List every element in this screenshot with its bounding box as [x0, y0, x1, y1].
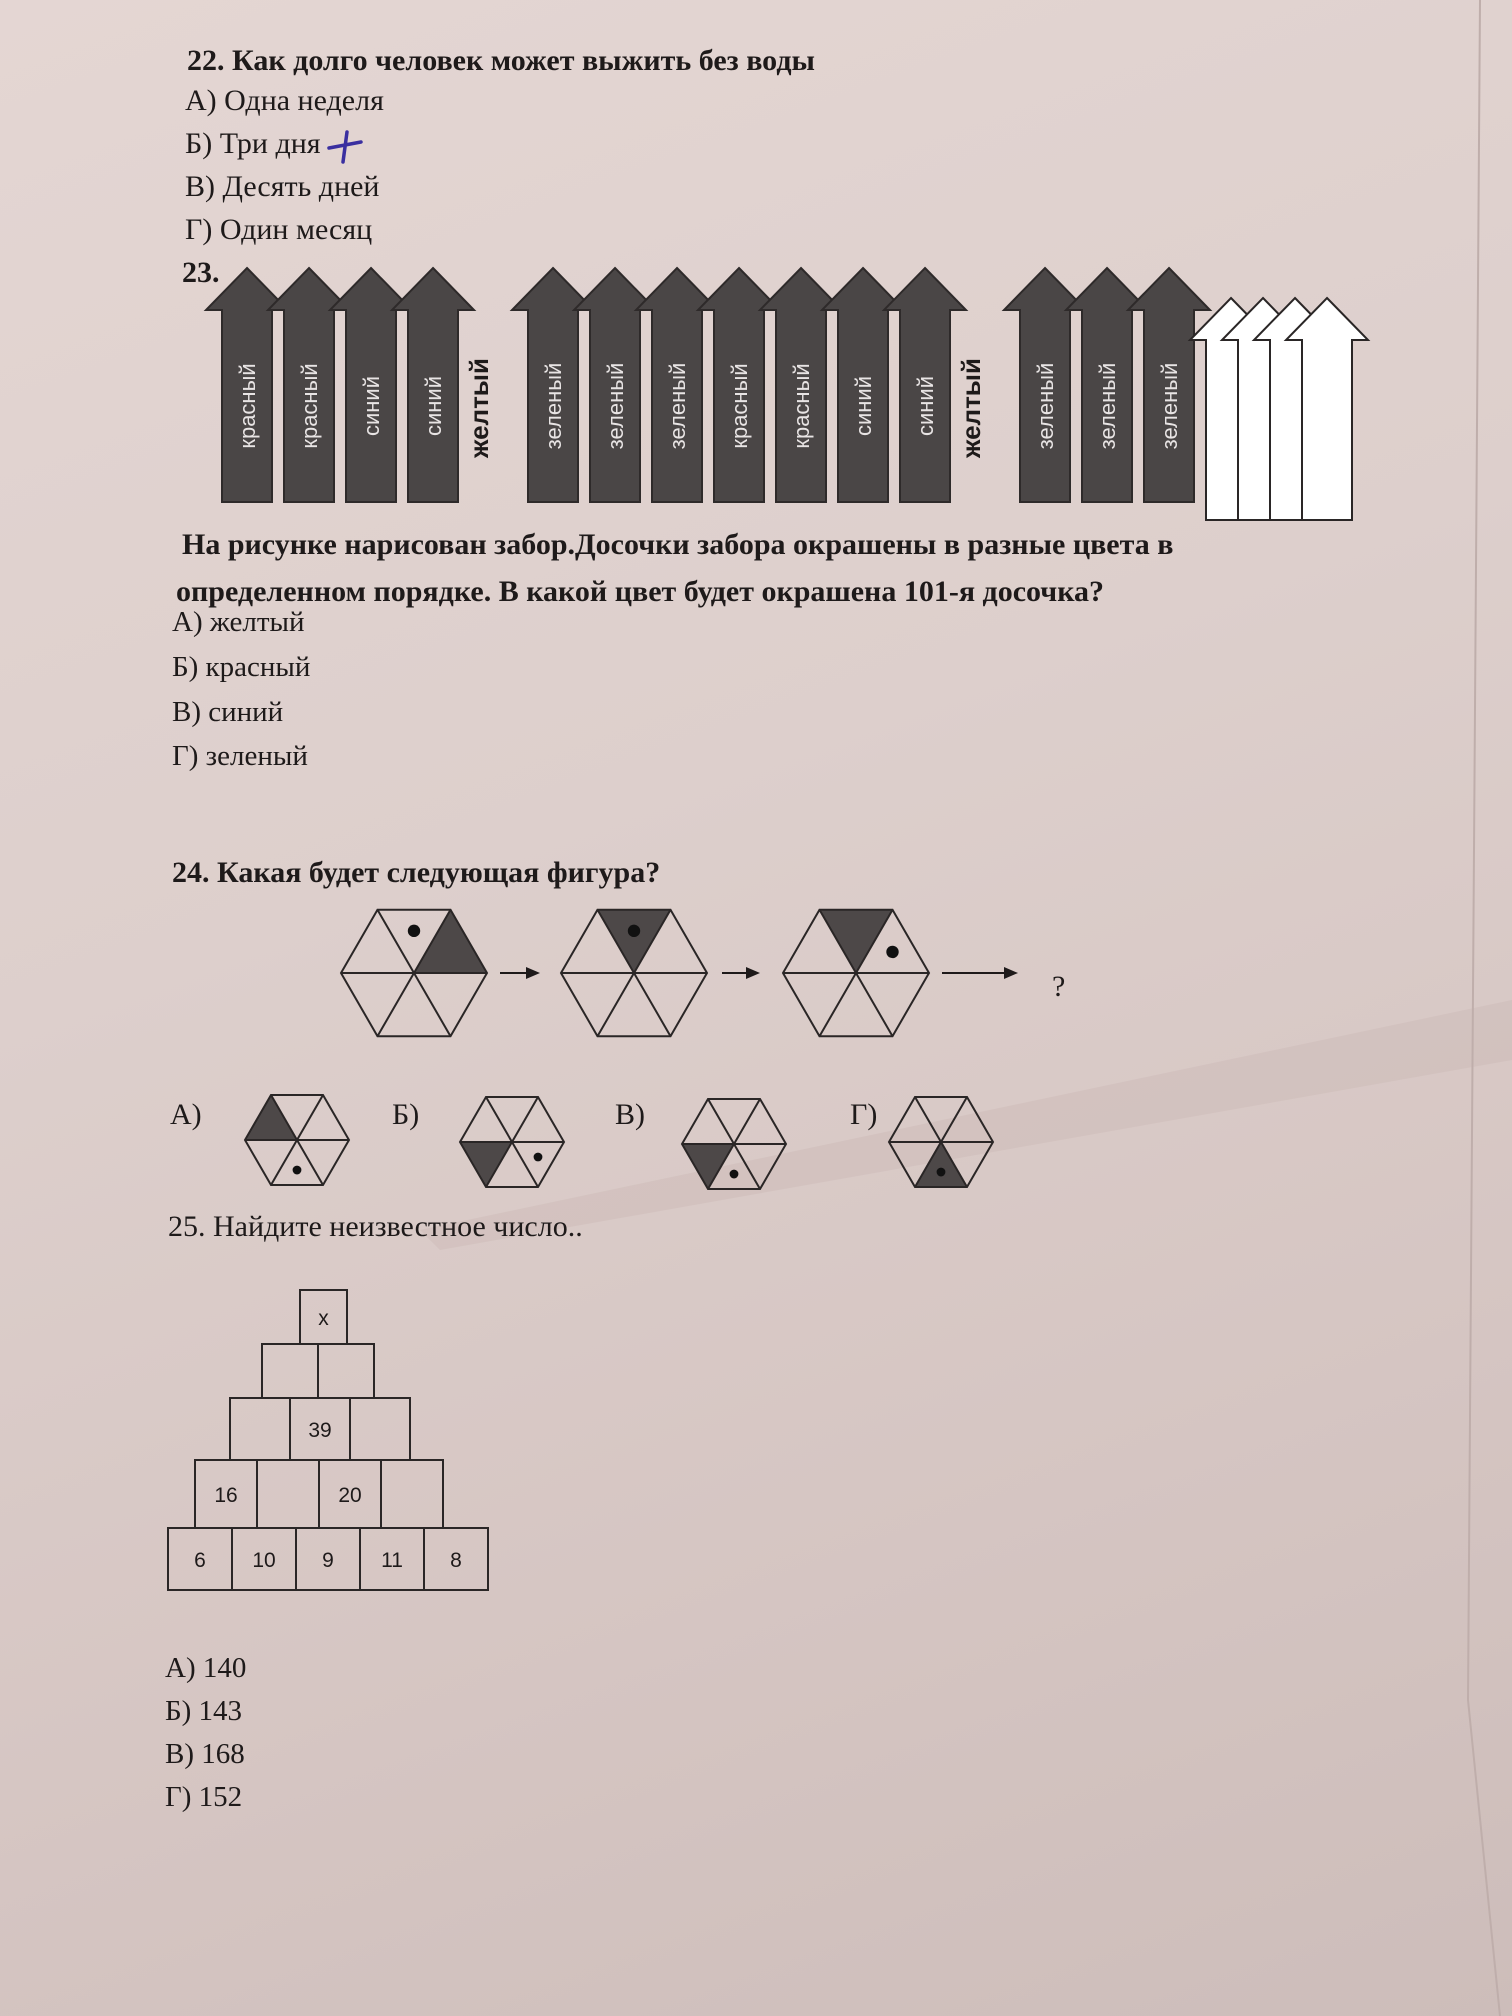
fence-board-label: зеленый — [665, 362, 690, 450]
fence-board-label: синий — [359, 375, 384, 437]
fence-board-label: желтый — [956, 358, 986, 458]
pyramid-cell — [350, 1398, 410, 1460]
q23-option-c: В) синий — [172, 696, 284, 728]
pyramid-cell — [300, 1290, 347, 1344]
fence-board-label: красный — [297, 363, 322, 449]
fence-board — [1128, 268, 1210, 502]
dot-marker — [730, 1170, 739, 1179]
question-23-text-line2: определенном порядке. В какой цвет будет окрашена 101-я досочка? — [176, 575, 1105, 608]
fence-figure — [200, 258, 1430, 528]
arrow-right-icon — [722, 967, 760, 979]
pyramid-cell-value: 10 — [252, 1549, 276, 1572]
arrow-right-icon — [942, 967, 1018, 979]
shaded-sector — [598, 910, 671, 973]
dot-marker — [628, 925, 640, 937]
pyramid-cell — [232, 1528, 296, 1590]
dot-marker — [534, 1153, 543, 1162]
question-23-text-line1: На рисунке нарисован забор.Досочки забора окрашены в разные цвета в — [182, 528, 1174, 561]
pyramid-cell — [257, 1460, 319, 1528]
fence-board-label: зеленый — [1095, 362, 1120, 450]
question-22-title: 22. Как долго человек может выжить без воды — [187, 44, 815, 77]
fence-board-label: синий — [913, 375, 938, 437]
q22-option-c: В) Десять дней — [185, 170, 380, 203]
q24-option-d-label: Г) — [850, 1098, 878, 1131]
pyramid-cell — [230, 1398, 290, 1460]
q24-option-b-label: Б) — [392, 1098, 420, 1131]
q23-option-d: Г) зеленый — [172, 740, 308, 772]
q22-option-b: Б) Три дня — [185, 127, 321, 160]
fence-board-label: желтый — [464, 358, 494, 458]
fence-board-label: зеленый — [541, 362, 566, 450]
unknown-figure-question-mark: ? — [1052, 970, 1066, 1003]
pyramid-cell-value: 8 — [450, 1549, 462, 1572]
option-hexagon — [682, 1099, 786, 1189]
hexagon-sequence — [330, 905, 1130, 1040]
pyramid-cell — [296, 1528, 360, 1590]
q25-option-d: Г) 152 — [165, 1781, 243, 1813]
dot-marker — [293, 1166, 302, 1175]
arrow-right-icon — [500, 967, 540, 979]
shaded-sector — [460, 1142, 512, 1187]
pyramid-cell — [318, 1344, 374, 1398]
number-pyramid — [160, 1280, 500, 1600]
pyramid-cell — [262, 1344, 318, 1398]
sequence-hexagon — [341, 910, 487, 1036]
question-24-title: 24. Какая будет следующая фигура? — [172, 856, 661, 889]
q25-option-a: А) 140 — [165, 1652, 247, 1684]
pyramid-cell — [168, 1528, 232, 1590]
q24-option-c-label: В) — [615, 1098, 645, 1131]
fence-board-label: красный — [235, 363, 260, 449]
dot-marker — [408, 925, 420, 937]
fence-board — [956, 358, 986, 459]
pyramid-cell — [360, 1528, 424, 1590]
shaded-sector — [245, 1095, 297, 1140]
dot-marker — [886, 946, 898, 958]
q23-option-a: А) желтый — [172, 606, 305, 638]
fence-board — [392, 268, 474, 502]
option-hexagon — [889, 1097, 993, 1187]
dot-marker — [937, 1168, 946, 1177]
option-hexagon — [245, 1095, 349, 1185]
pyramid-cell-value: 6 — [194, 1549, 206, 1572]
pyramid-cell-value: 39 — [308, 1419, 332, 1442]
fence-board-label: красный — [789, 363, 814, 449]
sequence-hexagon — [561, 910, 707, 1036]
q25-option-c: В) 168 — [165, 1738, 245, 1770]
pyramid-cell — [195, 1460, 257, 1528]
pyramid-cell-value: 20 — [338, 1484, 362, 1507]
fence-board-label: синий — [851, 375, 876, 437]
pyramid-cell-value: 16 — [214, 1484, 238, 1507]
fence-board-label: синий — [421, 375, 446, 437]
shaded-sector — [915, 1142, 967, 1187]
question-23-number: 23. — [182, 256, 220, 289]
fence-board-label: зеленый — [603, 362, 628, 450]
pyramid-cell-value: 11 — [381, 1549, 403, 1572]
pyramid-cell — [290, 1398, 350, 1460]
shaded-sector — [414, 910, 487, 973]
q22-option-d: Г) Один месяц — [185, 213, 373, 246]
hexagon-answer-options — [240, 1090, 1010, 1200]
fence-board-label: зеленый — [1157, 362, 1182, 450]
shaded-sector — [682, 1144, 734, 1189]
pyramid-cell-value: x — [318, 1307, 329, 1330]
fence-board — [464, 358, 494, 459]
pyramid-cell — [319, 1460, 381, 1528]
handwritten-plus-mark — [325, 128, 365, 164]
q24-option-a-label: А) — [170, 1098, 202, 1131]
q25-option-b: Б) 143 — [165, 1695, 243, 1727]
question-25-title: 25. Найдите неизвестное число.. — [168, 1210, 583, 1243]
pyramid-cell-value: 9 — [322, 1549, 334, 1572]
pyramid-cell — [381, 1460, 443, 1528]
q23-option-b: Б) красный — [172, 651, 311, 683]
fence-board-label: красный — [727, 363, 752, 449]
option-hexagon — [460, 1097, 564, 1187]
fence-board-label: зеленый — [1033, 362, 1058, 450]
pyramid-cell — [424, 1528, 488, 1590]
shaded-sector — [820, 910, 893, 973]
sequence-hexagon — [783, 910, 929, 1036]
fence-board — [884, 268, 966, 502]
q22-option-a: А) Одна неделя — [185, 84, 384, 117]
